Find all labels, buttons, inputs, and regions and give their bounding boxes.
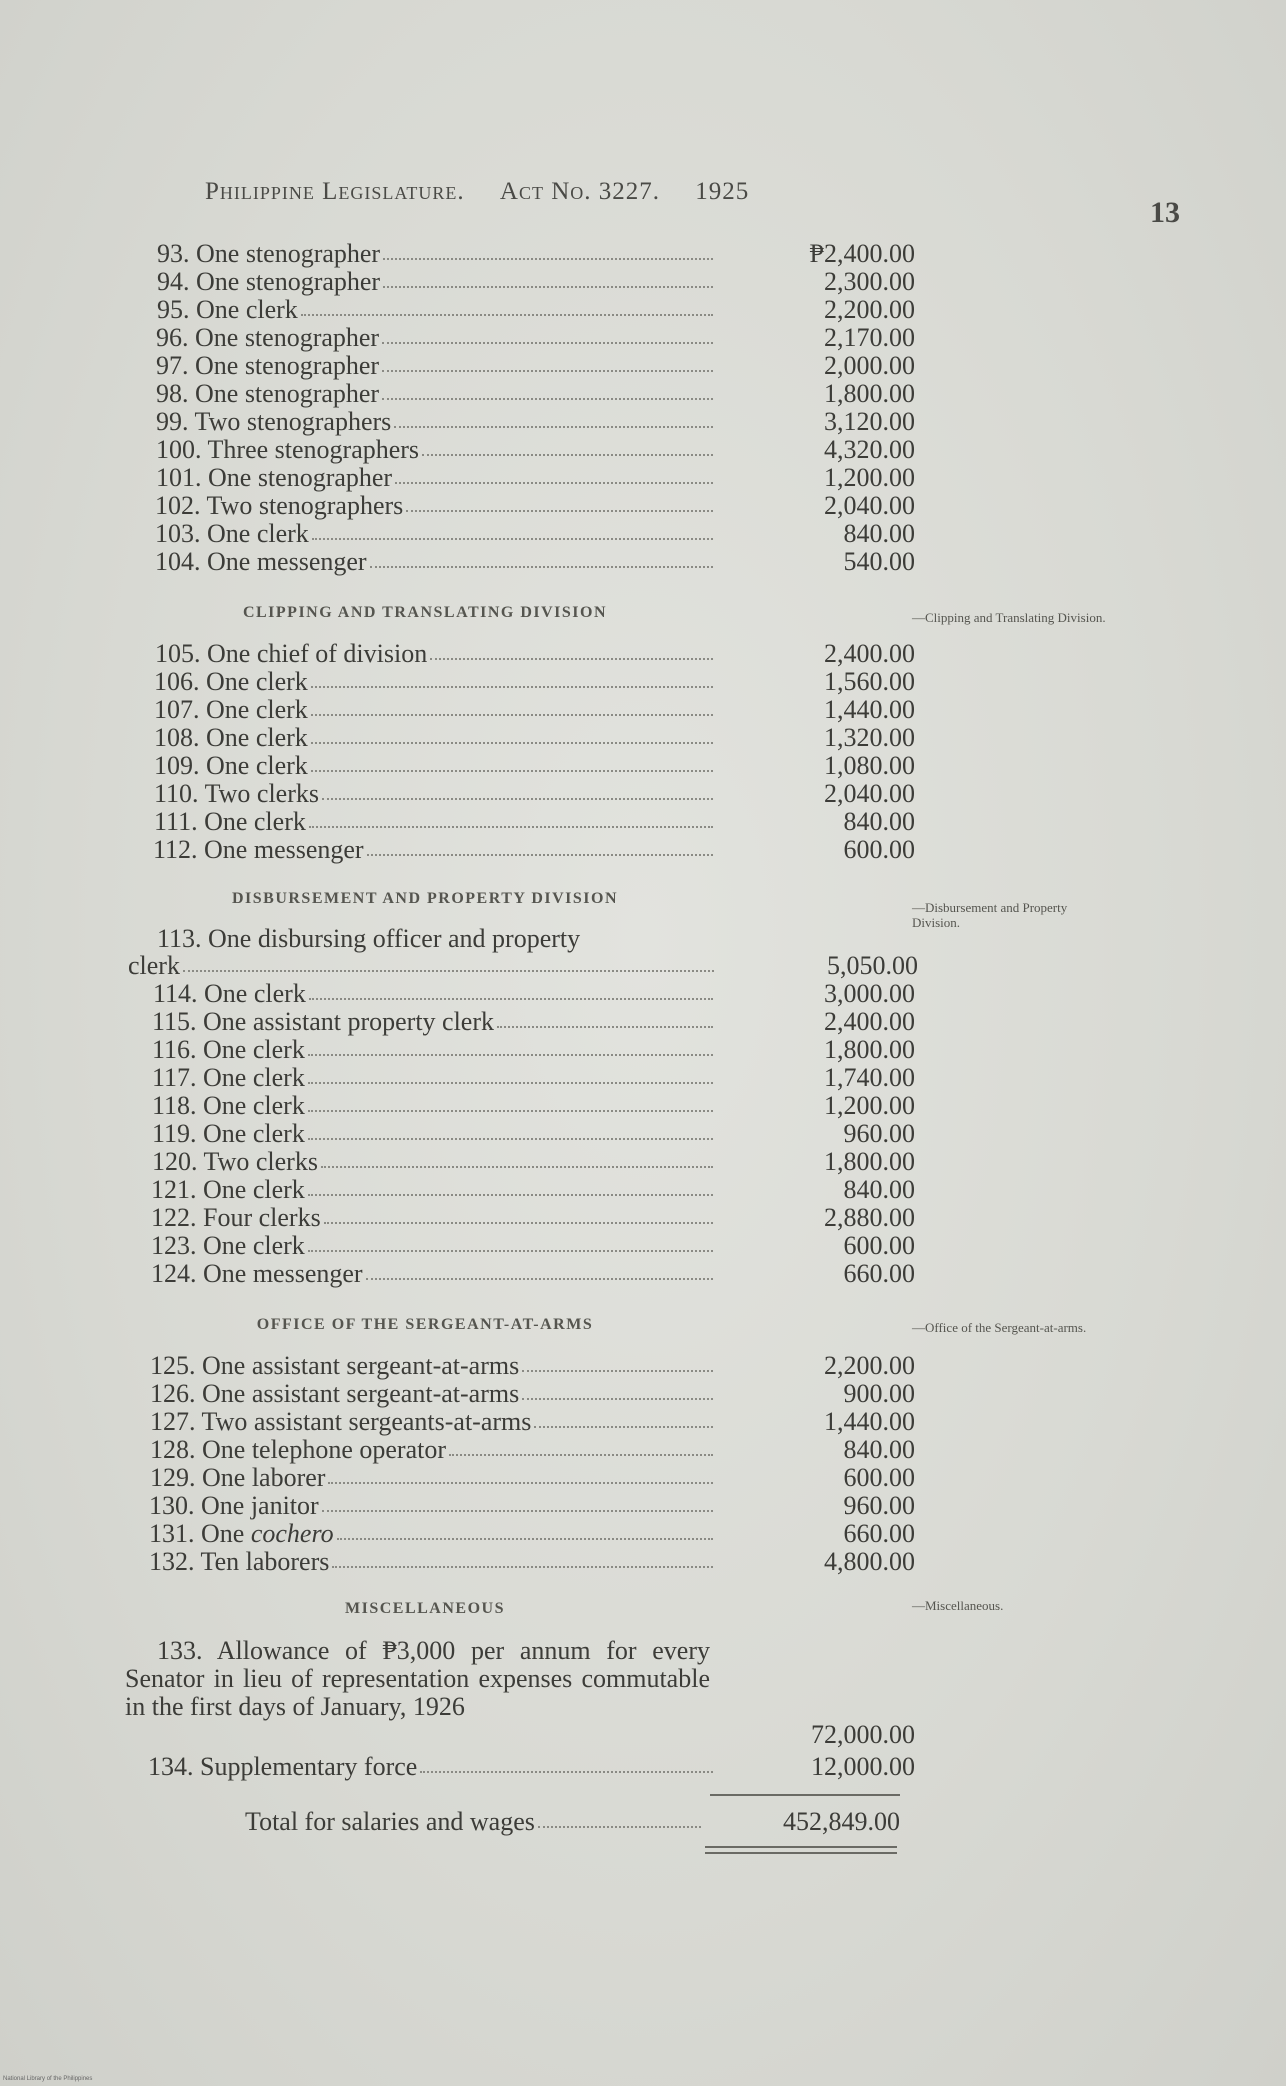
item-amount: 1,800.00 (824, 1035, 915, 1064)
item-row (152, 1092, 915, 1120)
item-amount: 2,170.00 (824, 323, 915, 352)
item-label: 104. One messenger (155, 548, 367, 576)
item-133-amount-row (125, 1721, 915, 1749)
item-row (154, 808, 915, 836)
item-amount: 600.00 (843, 835, 915, 864)
item-label: 132. Ten laborers (149, 1548, 330, 1576)
item-133-text: 133. Allowance of ₱3,000 per annum for every Senator in lieu of representation expenses commutable in the first days of January, 1926 (125, 1636, 710, 1721)
item-amount: 840.00 (843, 807, 915, 836)
item-amount: 660.00 (843, 1519, 915, 1548)
item-amount: 2,040.00 (824, 779, 915, 808)
item-amount: 2,880.00 (824, 1203, 915, 1232)
total-amount: 452,849.00 (783, 1807, 900, 1836)
item-amount: 840.00 (843, 519, 915, 548)
item-row (156, 436, 915, 464)
running-header (205, 178, 749, 206)
item-row (151, 1260, 915, 1288)
item-row (153, 836, 915, 864)
item-row (154, 780, 915, 808)
item-label: 102. Two stenographers (155, 492, 404, 520)
item-label: 112. One messenger (153, 836, 364, 864)
item-row (154, 724, 915, 752)
scan-footer: National Library of the Philippines (3, 2076, 93, 2082)
item-amount: 2,200.00 (824, 295, 915, 324)
item-row (156, 380, 915, 408)
item-row (156, 408, 915, 436)
item-label: 108. One clerk (154, 724, 308, 752)
section-clipping-heading: CLIPPING AND TRANSLATING DIVISION (242, 604, 608, 621)
item-label: 100. Three stenographers (156, 436, 420, 464)
item-113-amount: 5,050.00 (827, 951, 918, 980)
item-row (153, 980, 915, 1008)
item-amount: 1,800.00 (824, 1147, 915, 1176)
item-label: 130. One janitor (149, 1492, 319, 1520)
margin-note-misc: —Miscellaneous. (912, 1598, 1004, 1613)
item-row (155, 640, 915, 668)
item-amount: 2,400.00 (824, 639, 915, 668)
item-amount: 1,440.00 (824, 1407, 915, 1436)
item-row (154, 668, 915, 696)
item-amount: 1,740.00 (824, 1063, 915, 1092)
item-label: 111. One clerk (154, 808, 306, 836)
page-number: 13 (1150, 196, 1180, 229)
item-amount: 12,000.00 (811, 1752, 915, 1781)
item-label: 127. Two assistant sergeants-at-arms (150, 1408, 532, 1436)
item-label: 99. Two stenographers (156, 408, 392, 436)
item-label: 134. Supplementary force (148, 1753, 418, 1781)
item-amount: 540.00 (843, 547, 915, 576)
item-row (152, 1148, 915, 1176)
total-row: Total for salaries and wages 452,849.00 (245, 1807, 900, 1836)
item-amount: 4,320.00 (824, 435, 915, 464)
item-label: 119. One clerk (152, 1120, 305, 1148)
item-amount: 900.00 (843, 1379, 915, 1408)
item-amount: 840.00 (843, 1435, 915, 1464)
item-amount: 960.00 (843, 1119, 915, 1148)
item-label: 103. One clerk (155, 520, 309, 548)
item-row (151, 1204, 915, 1232)
item-label: 117. One clerk (152, 1064, 305, 1092)
item-row (150, 1380, 915, 1408)
item-row (149, 1492, 915, 1520)
item-row (150, 1408, 915, 1436)
total-rule-bottom-2 (705, 1852, 897, 1854)
item-row (155, 548, 915, 576)
item-label: 120. Two clerks (152, 1148, 318, 1176)
item-row (157, 296, 915, 324)
item-label: 97. One stenographer (156, 352, 380, 380)
margin-note-sergeant: —Office of the Sergeant-at-arms. (912, 1320, 1087, 1335)
item-label: 118. One clerk (152, 1092, 305, 1120)
section-disbursement-heading: DISBURSEMENT AND PROPERTY DIVISION (231, 890, 619, 907)
item-label: 101. One stenographer (156, 464, 393, 492)
item-row (151, 1232, 915, 1260)
item-113-line2: clerk 5,050.00 (128, 951, 918, 980)
item-amount: 3,000.00 (824, 979, 915, 1008)
item-label: 95. One clerk (157, 296, 298, 324)
section-misc-heading: MISCELLANEOUS (345, 1600, 505, 1617)
item-label: 129. One laborer (150, 1464, 326, 1492)
total-rule-top (710, 1794, 900, 1796)
item-label: 123. One clerk (151, 1232, 305, 1260)
item-label: 125. One assistant sergeant-at-arms (150, 1352, 520, 1380)
item-amount: 4,800.00 (824, 1547, 915, 1576)
item-label: 124. One messenger (151, 1260, 363, 1288)
item-amount: 2,400.00 (824, 1007, 915, 1036)
margin-note-clipping: —Clipping and Translating Division. (912, 610, 1106, 625)
item-amount: 600.00 (843, 1231, 915, 1260)
item-label: 94. One stenographer (157, 268, 381, 296)
item-label: 93. One stenographer (157, 240, 381, 268)
item-row (150, 1464, 915, 1492)
item-label: 126. One assistant sergeant-at-arms (150, 1380, 520, 1408)
item-row (157, 268, 915, 296)
item-label: 98. One stenographer (156, 380, 380, 408)
item-row (152, 1120, 915, 1148)
item-row (151, 1176, 915, 1204)
section-sergeant-heading: OFFICE OF THE SERGEANT-AT-ARMS (256, 1316, 594, 1333)
item-label: 106. One clerk (154, 668, 308, 696)
item-amount: 960.00 (843, 1491, 915, 1520)
item-row (157, 240, 915, 268)
item-amount: 660.00 (843, 1259, 915, 1288)
item-label: 107. One clerk (154, 696, 308, 724)
item-amount: 1,320.00 (824, 723, 915, 752)
item-label: 116. One clerk (152, 1036, 305, 1064)
item-amount: 3,120.00 (824, 407, 915, 436)
item-row (155, 492, 915, 520)
item-row (150, 1436, 915, 1464)
item-label: 105. One chief of division (155, 640, 428, 668)
item-row (154, 696, 915, 724)
item-amount: ₱2,400.00 (809, 239, 915, 268)
item-amount: 600.00 (843, 1463, 915, 1492)
item-amount: 1,560.00 (824, 667, 915, 696)
item-row (154, 752, 915, 780)
item-amount: 840.00 (843, 1175, 915, 1204)
item-amount: 2,200.00 (824, 1351, 915, 1380)
item-label: 122. Four clerks (151, 1204, 321, 1232)
item-113-line1: 113. One disbursing officer and property (157, 925, 581, 953)
item-amount: 2,000.00 (824, 351, 915, 380)
item-amount: 1,200.00 (824, 1091, 915, 1120)
item-label: 96. One stenographer (156, 324, 380, 352)
header-title: Philippine Legislature. (205, 178, 465, 205)
item-row (149, 1520, 915, 1548)
item-label: 128. One telephone operator (150, 1436, 447, 1464)
item-133-amount: 72,000.00 (811, 1720, 915, 1749)
item-label: 131. One cochero (149, 1520, 334, 1548)
item-label: 110. Two clerks (154, 780, 319, 808)
item-row (155, 520, 915, 548)
item-amount: 1,200.00 (824, 463, 915, 492)
item-row (156, 464, 915, 492)
item-amount: 1,080.00 (824, 751, 915, 780)
item-row (152, 1064, 915, 1092)
item-row (149, 1548, 915, 1576)
item-row (156, 352, 915, 380)
item-row (148, 1753, 915, 1781)
item-label: 109. One clerk (154, 752, 308, 780)
item-row (152, 1036, 915, 1064)
item-amount: 1,800.00 (824, 379, 915, 408)
item-label: 114. One clerk (153, 980, 306, 1008)
total-rule-bottom-1 (705, 1846, 897, 1848)
margin-note-disbursement: —Disbursement and Property Division. (912, 900, 1068, 930)
header-act: Act No. 3227. (499, 178, 661, 205)
header-year: 1925 (695, 178, 750, 205)
item-label: 121. One clerk (151, 1176, 305, 1204)
item-amount: 1,440.00 (824, 695, 915, 724)
item-row (156, 324, 915, 352)
item-row (150, 1352, 915, 1380)
item-amount: 2,040.00 (824, 491, 915, 520)
item-label: 115. One assistant property clerk (152, 1008, 494, 1036)
item-amount: 2,300.00 (824, 267, 915, 296)
item-row (152, 1008, 915, 1036)
